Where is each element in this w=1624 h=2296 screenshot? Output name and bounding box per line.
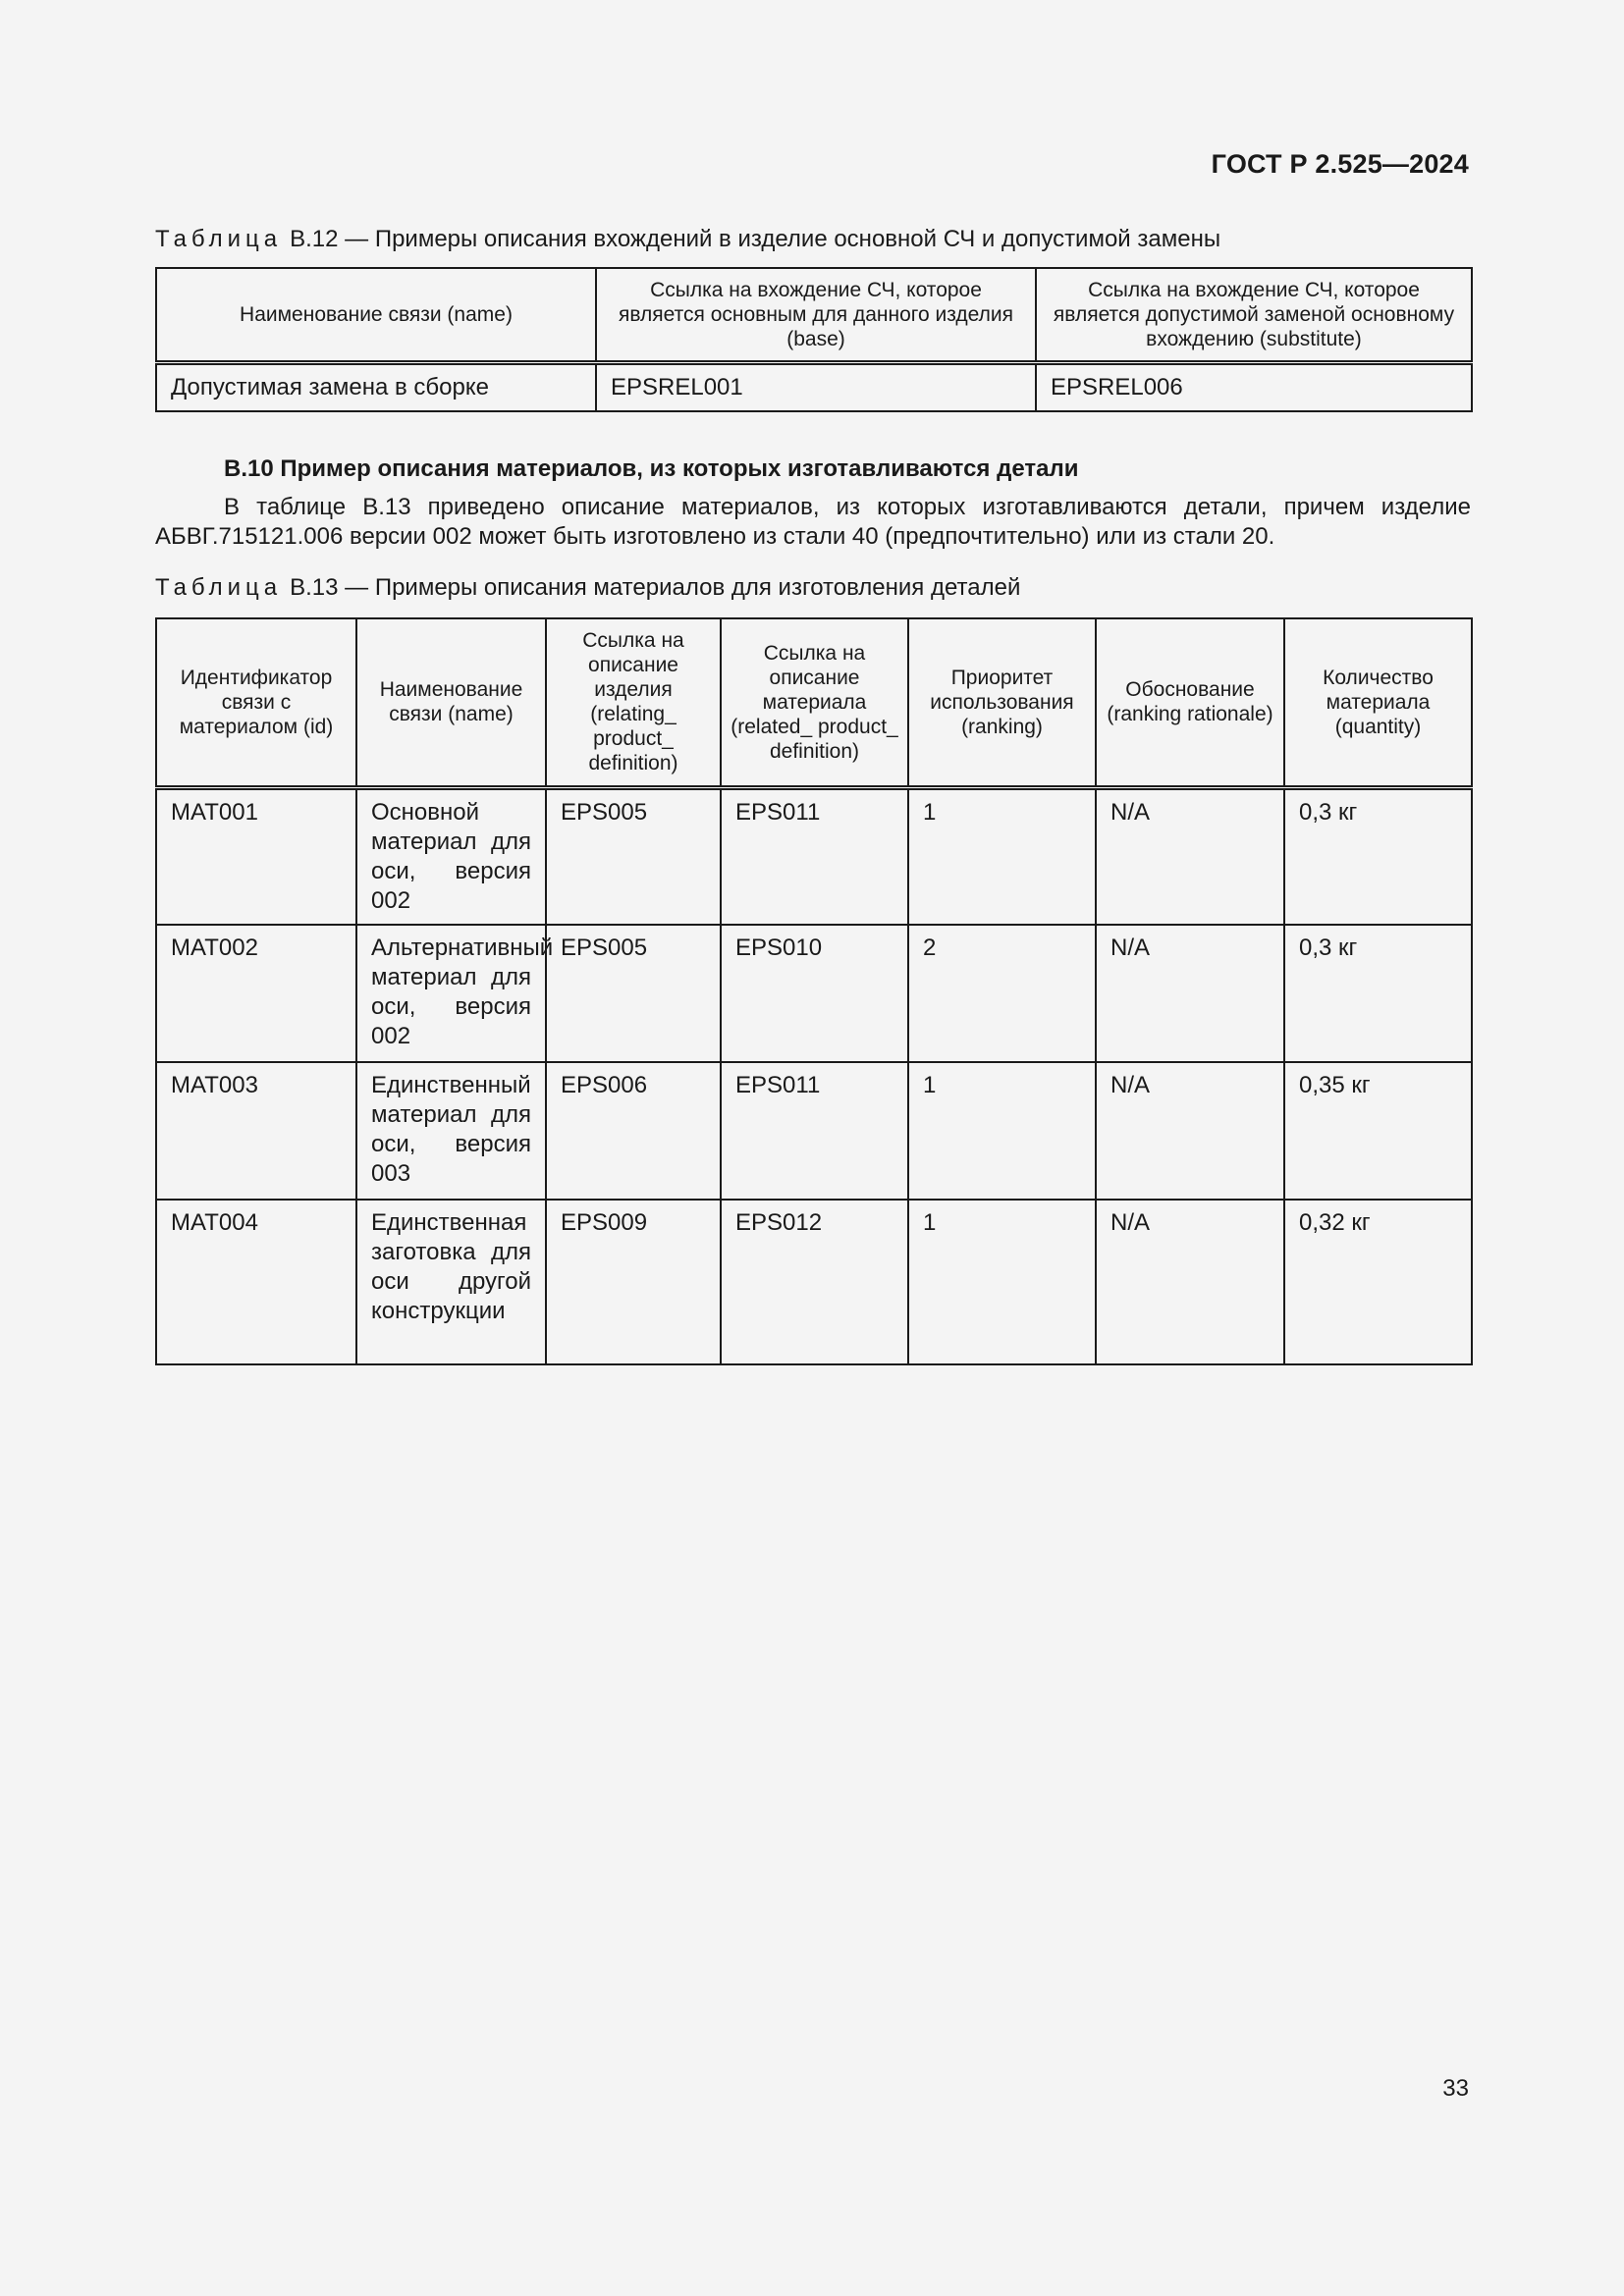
- table-12-header-name: Наименование связи (name): [156, 268, 596, 362]
- table-cell: EPS012: [721, 1200, 908, 1364]
- table-cell: 0,35 кг: [1284, 1062, 1472, 1200]
- table-cell: Альтернативный материал для оси, версия 002: [356, 925, 546, 1062]
- section-paragraph: В таблице В.13 приведено описание материалов, из которых изготавливаются детали, причем изделие АБВГ.715121.006 версии 002 может быть изготовлено из стали 40 (предпочтительно) или из стали 20.: [155, 494, 1471, 550]
- table-cell: Основной материал для оси, версия 002: [356, 787, 546, 925]
- table-13-header-quantity: Количество материала (quantity): [1284, 618, 1472, 787]
- table-cell: EPS009: [546, 1200, 721, 1364]
- table-cell: 0,3 кг: [1284, 787, 1472, 925]
- table-13-header-relating: Ссылка на описание изделия (relating_ product_ definition): [546, 618, 721, 787]
- table-12-header-substitute: Ссылка на вхождение СЧ, которое является допустимой заменой основному вхождению (substitute): [1036, 268, 1472, 362]
- table-cell: 0,32 кг: [1284, 1200, 1472, 1364]
- table-cell: Допустимая замена в сборке: [156, 362, 596, 411]
- table-cell: EPS010: [721, 925, 908, 1062]
- table-row: [156, 787, 1472, 925]
- table-13-header-name: Наименование связи (name): [356, 618, 546, 787]
- table-12-header-row: [156, 268, 1472, 362]
- document-code: ГОСТ Р 2.525—2024: [1211, 149, 1469, 179]
- table-cell: 2: [908, 925, 1096, 1062]
- table-cell: MAT002: [156, 925, 356, 1062]
- table-13-header-rationale: Обоснование (ranking rationale): [1096, 618, 1284, 787]
- table-row: [156, 1200, 1472, 1364]
- table-12-caption-word: Таблица: [155, 226, 283, 252]
- table-cell: EPSREL006: [1036, 362, 1472, 411]
- table-cell: EPS006: [546, 1062, 721, 1200]
- table-cell: 0,3 кг: [1284, 925, 1472, 1062]
- table-cell: EPS011: [721, 787, 908, 925]
- table-cell: 1: [908, 1200, 1096, 1364]
- table-cell: Единственная заготовка для оси другой конструкции: [356, 1200, 546, 1364]
- table-cell: 1: [908, 787, 1096, 925]
- table-13-header-ranking: Приоритет использования (ranking): [908, 618, 1096, 787]
- table-cell: N/A: [1096, 1062, 1284, 1200]
- table-cell: EPSREL001: [596, 362, 1036, 411]
- table-cell: EPS005: [546, 925, 721, 1062]
- table-row: [156, 1062, 1472, 1200]
- table-cell: N/A: [1096, 787, 1284, 925]
- table-13-header-related: Ссылка на описание материала (related_ product_ definition): [721, 618, 908, 787]
- table-12-caption: [155, 226, 1220, 253]
- table-cell: MAT001: [156, 787, 356, 925]
- table-cell: N/A: [1096, 1200, 1284, 1364]
- table-cell: N/A: [1096, 925, 1284, 1062]
- table-12-caption-text: В.12 — Примеры описания вхождений в изделие основной СЧ и допустимой замены: [290, 226, 1221, 252]
- table-13-caption: [155, 574, 1020, 602]
- table-13-header-id: Идентификатор связи с материалом (id): [156, 618, 356, 787]
- table-13-header-row: [156, 618, 1472, 787]
- page-number: 33: [1442, 2075, 1469, 2102]
- table-cell: 1: [908, 1062, 1096, 1200]
- table-12-header-base: Ссылка на вхождение СЧ, которое является основным для данного изделия (base): [596, 268, 1036, 362]
- table-row: [156, 362, 1472, 411]
- table-cell: MAT004: [156, 1200, 356, 1364]
- section-heading: В.10 Пример описания материалов, из которых изготавливаются детали: [224, 455, 1079, 482]
- table-13-caption-word: Таблица: [155, 574, 283, 601]
- table-cell: EPS011: [721, 1062, 908, 1200]
- table-cell: EPS005: [546, 787, 721, 925]
- table-cell: MAT003: [156, 1062, 356, 1200]
- table-13: [155, 617, 1473, 1365]
- table-13-caption-text: В.13 — Примеры описания материалов для изготовления деталей: [290, 574, 1021, 601]
- table-cell: Единственный материал для оси, версия 003: [356, 1062, 546, 1200]
- table-row: [156, 925, 1472, 1062]
- table-12: [155, 267, 1473, 412]
